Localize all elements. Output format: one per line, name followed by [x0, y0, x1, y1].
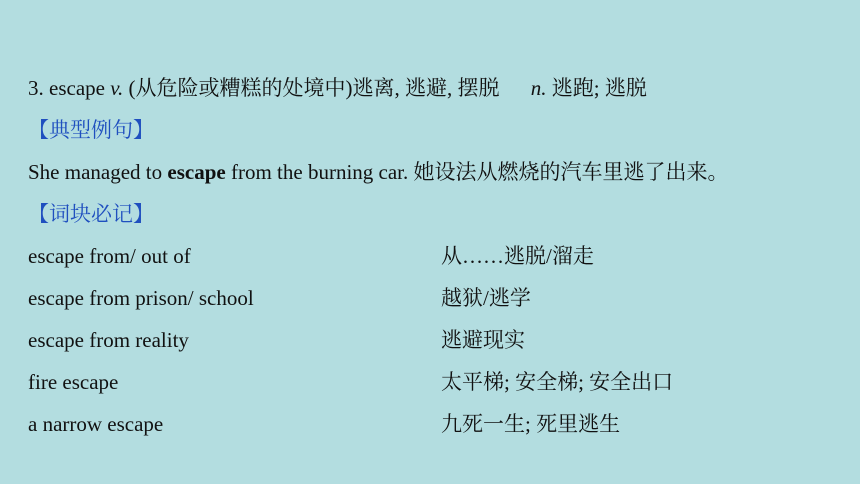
phrase-zh: 逃避现实 — [441, 328, 525, 352]
entry-number: 3. — [28, 76, 44, 100]
entry-line — [28, 74, 647, 102]
entry-pos-verb: v. — [110, 76, 124, 100]
entry-word: escape — [49, 76, 105, 100]
phrase-en: escape from reality — [28, 328, 189, 352]
example-heading: 【典型例句】 — [28, 118, 154, 142]
example-before: She managed to — [28, 160, 168, 184]
example-after: from the burning car. 她设法从燃烧的汽车里逃了出来。 — [225, 160, 729, 184]
phrase-zh: 从……逃脱/溜走 — [441, 244, 594, 268]
phrase-zh: 越狱/逃学 — [441, 286, 531, 310]
phrase-en: escape from prison/ school — [28, 286, 254, 310]
phrase-en: escape from/ out of — [28, 244, 191, 268]
entry-pos-noun: n. — [530, 76, 547, 100]
phrase-en: fire escape — [28, 370, 119, 394]
phrases-heading: 【词块必记】 — [28, 202, 154, 226]
example-sentence — [28, 158, 729, 186]
phrase-zh: 九死一生; 死里逃生 — [441, 412, 621, 436]
entry-def-verb: (从危险或糟糕的处境中)逃离, 逃避, 摆脱 — [128, 76, 500, 100]
entry-def-noun: 逃跑; 逃脱 — [551, 76, 647, 100]
phrase-zh: 太平梯; 安全梯; 安全出口 — [441, 370, 674, 394]
example-keyword: escape — [167, 160, 226, 184]
phrase-en: a narrow escape — [28, 412, 164, 436]
